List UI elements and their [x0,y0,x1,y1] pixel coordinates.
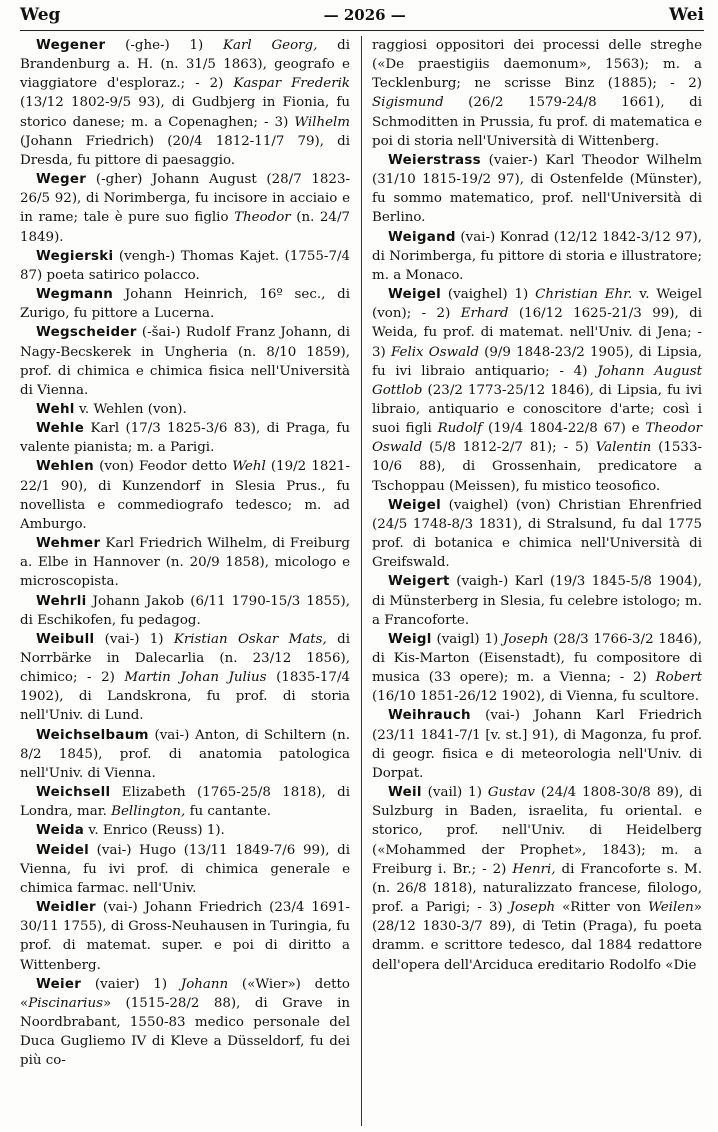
entry-headword: Wehrli [36,593,87,609]
entry-headword: Wehl [36,401,75,417]
dictionary-entry [372,285,702,496]
dictionary-entry [372,228,702,285]
entry-headword: Weigl [388,631,432,647]
entry-text: v. Wehlen (von). [74,401,187,417]
entry-italic-text: Rudolf [437,421,483,437]
entry-text: (vaier-) Karl Theodor Wilhelm (31/10 1815-19/2 97), di Ostenfelde (Münster), fu sommo matematico, prof. nell'Università di Berlino. [372,152,702,226]
entry-text: (24/4 1808-30/8 89), di Sulzburg in Baden, israelita, fu oriental. e storico, prof. nell'Univ. di Heidelberg («Mohammed der Prophet», 1843); m. a Freiburg i. Br.; - 2) [372,785,702,877]
entry-headword: Weger [36,172,87,188]
left-column [20,36,350,1070]
dictionary-entry [20,821,350,840]
entry-text: di Norrbärke in Dalecarlia (n. 23/12 1856), chimico; - 2) [20,631,350,686]
entry-headword: Weidler [36,900,96,916]
entry-text: (-gher) Johann August (28/7 1823-26/5 92), di Norimberga, fu incisore in acciaio e in rame; tale è pure suo figlio [20,172,350,226]
entry-italic-text: Joseph [509,900,556,916]
right-column [372,36,702,975]
entry-headword: Weigand [388,229,456,245]
entry-headword: Weibull [36,631,95,647]
entry-text: v. Enrico (Reuss) 1). [84,823,225,839]
page-number: — 2026 — [323,6,406,24]
entry-text: «Ritter von [555,900,649,916]
entry-italic-text: Robert [655,670,702,686]
entry-text: (19/2 1821-22/1 90), di Kunzendorf in Slesia Prus., fu novellista e commediografo tedesco; m. ad Amburgo. [20,459,350,532]
entry-text: (vai-) 1) [94,631,174,647]
dictionary-entry [20,630,350,726]
entry-headword: Wegmann [36,287,114,303]
dictionary-entry [372,706,702,783]
entry-text: » (28/12 1830-3/7 89), di Tetin (Praga), fu poeta dramm. e scrittore tedesco, dal 1884 redattore dell'opera dell'Arciduca ereditario Rodolfo «Die [372,900,702,973]
entry-text: (1533-10/6 88), di Grossenhain, predicatore a Tschoppau (Meissen), fu mistico teosofico. [372,440,702,494]
entry-text: (vaighel) (von) Christian Ehrenfried (24/5 1748-8/3 1831), di Stralsund, fu dal 1775 prof. di botanica e chimica nell'Università di Greifswald. [372,497,702,571]
entry-headword: Wehlen [36,459,94,475]
entry-italic-text: Wehl [232,459,266,475]
entry-italic-text: Johann August Gottlob [372,363,702,398]
entry-text: (vai-) Johann Friedrich (23/4 1691-30/11 1755), di Gross-Neuhausen in Turingia, fu prof. di matemat. super. e poi di diritto a Wittenberg. [20,900,350,973]
entry-text: (5/8 1812-2/7 81); - 5) [422,440,596,456]
entry-text: Karl (17/3 1825-3/6 83), di Praga, fu valente pianista; m. a Parigi. [20,421,350,456]
dictionary-entry [20,170,350,247]
entry-italic-text: Henri, [512,861,556,877]
entry-text: » (1515-28/2 88), di Grave in Noordbrabant, 1550-83 medico personale del Duca Gugliemo IV di Kleve a Düsseldorf, fu dei più co- [20,995,350,1069]
entry-italic-text: Felix Oswald [390,344,479,360]
entry-text: (-šai-) Rudolf Franz Johann, di Nagy-Becskerek in Ungheria (n. 8/10 1859), prof. di chimica e chimica fisica nell'Università di Vienna. [20,325,350,398]
entry-text: v. Weigel (von); - 2) [372,287,703,322]
entry-text: (vaigl) 1) [431,631,504,647]
entry-headword: Weigel [388,287,442,303]
dictionary-entry [20,898,350,975]
entry-headword: Wehle [36,421,85,437]
entry-italic-text: Kristian Oskar Mats, [173,631,327,647]
entry-text: (von) Feodor detto [93,459,233,475]
entry-headword: Weierstrass [388,152,481,168]
header-rule [20,30,704,31]
entry-headword: Weigel [388,497,442,513]
dictionary-entry [20,419,350,457]
dictionary-entry [372,496,702,573]
entry-text: (13/12 1802-9/5 93), di Gudbjerg in Fionia, fu storico danese; m. a Copenaghen; - 3) [20,95,350,130]
dictionary-entry [20,400,350,419]
entry-text: Elizabeth (1765-25/8 1818), di Londra, mar. [20,785,350,820]
entry-italic-text: Bellington, [111,804,186,820]
dictionary-entry [372,630,702,707]
dictionary-entry [20,592,350,630]
entry-text: («Wier») detto « [20,976,350,1011]
entry-text: (26/2 1579-24/8 1661), di Schmoditten in Prussia, fu prof. di matematica e poi di storia nell'Università di Wittenberg. [372,95,702,149]
entry-headword: Weichselbaum [36,727,149,743]
entry-italic-text: Kaspar Frederik [233,76,351,92]
entry-text: di Francoforte s. M. (n. 26/8 1818), naturalizzato francese, filologo, prof. a Parigi; - 3) [372,861,702,916]
dictionary-entry [372,572,702,629]
entry-italic-text: Joseph [503,631,549,647]
entry-text: (Johann Friedrich) (20/4 1812-11/7 79), di Dresda, fu pittore di paesaggio. [20,133,350,168]
column-divider [361,36,362,1126]
entry-italic-text: Theodor [234,210,291,226]
entry-text: (vai-) Anton, di Schiltern (n. 8/2 1845), prof. di anatomia patologica nell'Univ. di Vienna. [20,727,350,781]
dictionary-entry [20,457,350,534]
entry-text: (vaighel) 1) [441,287,536,303]
entry-text: (vaigh-) Karl (19/3 1845-5/8 1904), di Münsterberg in Slesia, fu celebre istologo; m. a Francoforte. [372,574,702,628]
entry-text: Johann Jakob (6/11 1790-15/3 1855), di Eschikofen, fu pedagog. [20,593,350,628]
entry-text: (16/12 1625-21/3 99), di Weida, fu prof. di matemat. nell'Univ. di Jena; - 3) [372,306,702,360]
entry-italic-text: Martin Johan Julius [124,670,267,686]
entry-italic-text: Theodor Oswald [372,421,702,456]
entry-headword: Wehmer [36,536,101,552]
entry-text: (n. 24/7 1849). [20,210,350,245]
entry-text: (-ghe-) 1) [105,38,224,53]
entry-text: (16/10 1851-26/12 1902), di Vienna, fu scultore. [372,689,699,705]
entry-text: (vengh-) Thomas Kajet. (1755-7/4 87) poeta satirico polacco. [20,248,350,283]
entry-italic-text: Johann [180,976,229,992]
entry-text: Karl Friedrich Wilhelm, di Freiburg a. Elbe in Hannover (n. 20/9 1858), micologo e microscopista. [20,536,350,590]
entry-headword: Wegierski [36,248,114,264]
entry-italic-text: Weilen [648,900,694,916]
continued-entry [372,36,702,151]
entry-headword: Weida [36,823,85,839]
dictionary-entry [372,151,702,228]
dictionary-entry [20,975,350,1071]
entry-italic-text: Wilhelm [294,114,350,130]
entry-italic-text: Sigismund [372,95,444,111]
dictionary-entry [20,285,350,323]
entry-italic-text: Piscinarius [28,995,103,1011]
dictionary-entry [20,247,350,285]
header-left-guide-word: Weg [20,5,61,25]
dictionary-entry [20,323,350,400]
entry-headword: Weil [388,785,422,801]
entry-text: (19/4 1804-22/8 67) e [482,421,646,437]
dictionary-entry [372,783,702,975]
entry-text: di Brandenburg a. H. (n. 31/5 1863), geografo e viaggiatore d'esploraz.; - 2) [20,38,350,92]
dictionary-entry [20,534,350,591]
entry-text: Johann Heinrich, 16º sec., di Zurigo, fu pittore a Lucerna. [20,287,350,322]
entry-text: (vai-) Hugo (13/11 1849-7/6 99), di Vienna, fu ivi prof. di chimica generale e chimica farmac. nell'Univ. [20,842,350,896]
entry-text: (9/9 1848-23/2 1905), di Lipsia, fu ivi libraio antiquario; - 4) [372,344,702,379]
entry-text: (23/2 1773-25/12 1846), di Lipsia, fu ivi libraio, antiquario e conoscitore d'arte; così i suoi figli [372,382,702,437]
page-header [20,2,704,28]
entry-text: (vai-) Johann Karl Friedrich (23/11 1841-7/1 [v. st.] 91), di Magonza, fu prof. di geogr. fisica e di meteorologia nell'Univ. di Dorpat. [372,708,702,781]
dictionary-entry [20,841,350,898]
dictionary-entry [20,726,350,783]
header-right-guide-word: Wei [669,5,704,25]
entry-headword: Weichsell [36,785,111,801]
entry-headword: Weigert [388,574,450,590]
entry-italic-text: Christian Ehr. [535,287,633,303]
entry-headword: Weihrauch [388,708,471,724]
entry-text: (28/3 1766-3/2 1846), di Kis-Marton (Eisenstadt), fu compositore di musica (33 opere); m. a Vienna; - 2) [372,631,702,686]
entry-text: (vaier) 1) [81,976,181,992]
entry-italic-text: Valentin [595,440,652,456]
entry-headword: Wegscheider [36,325,137,341]
entry-italic-text: Karl Georg, [223,38,318,53]
entry-italic-text: Erhard [460,306,509,322]
entry-headword: Weidel [36,842,90,858]
entry-headword: Wegener [36,38,106,53]
entry-text: (vai-) Konrad (12/12 1842-3/12 97), di Norimberga, fu pittore di storia e illustratore; m. a Monaco. [372,229,702,283]
entry-headword: Weier [36,976,82,992]
entry-italic-text: Gustav [487,785,535,801]
dictionary-entry [20,36,350,170]
entry-text: fu cantante. [185,804,272,820]
entry-text: (vail) 1) [421,785,488,801]
entry-text: raggiosi oppositori dei processi delle streghe («De praestigiis daemonum», 1563); m. a Tecklenburg; ne scrisse Binz (1885); - 2) [372,38,702,92]
dictionary-entry [20,783,350,821]
entry-text: (1835-17/4 1902), di Landskrona, fu prof. di storia nell'Univ. di Lund. [20,670,350,724]
